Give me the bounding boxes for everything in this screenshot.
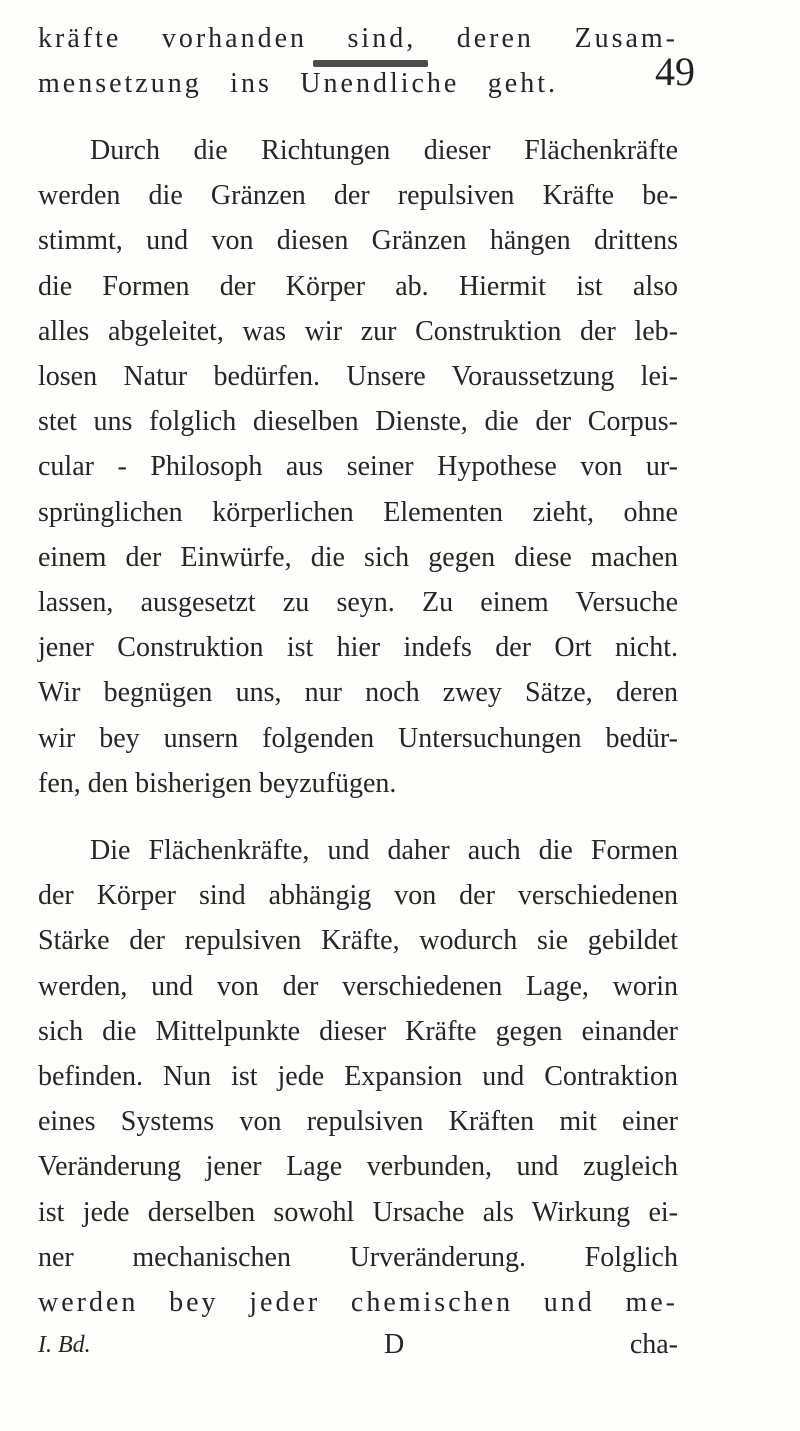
volume-signature: I. Bd. bbox=[38, 1332, 91, 1358]
text-line: kräfte vorhanden sind, deren Zusam- bbox=[38, 22, 678, 54]
text-line: eines Systems von repulsiven Kräften mit einer bbox=[38, 1106, 678, 1138]
text-line: Stärke der repulsiven Kräfte, wodurch sie gebildet bbox=[38, 925, 678, 957]
text-line: der Körper sind abhängig von der verschiedenen bbox=[38, 880, 678, 912]
text-line: ner mechanischen Urveränderung. Folglich bbox=[38, 1241, 678, 1273]
text-line: Die Flächenkräfte, und daher auch die Formen bbox=[90, 835, 678, 866]
text-line: Durch die Richtungen dieser Flächenkräfte bbox=[90, 135, 678, 166]
text-line: befinden. Nun ist jede Expansion und Contraktion bbox=[38, 1061, 678, 1092]
page-footer bbox=[38, 1328, 678, 1362]
text-line: sprünglichen körperlichen Elementen zieht, ohne bbox=[38, 496, 678, 528]
text-line: Veränderung jener Lage verbunden, und zugleich bbox=[38, 1151, 678, 1183]
text-line: stimmt, und von diesen Gränzen hängen drittens bbox=[38, 225, 678, 257]
text-line: werden bey jeder chemischen und me- bbox=[38, 1287, 678, 1318]
text-line: lassen, ausgesetzt zu seyn. Zu einem Versuche bbox=[38, 587, 678, 618]
gathering-signature: D bbox=[384, 1329, 405, 1360]
text-line: einem der Einwürfe, die sich gegen diese machen bbox=[38, 541, 678, 573]
text-line: werden die Gränzen der repulsiven Kräfte be- bbox=[38, 180, 678, 212]
text-line: Wir begnügen uns, nur noch zwey Sätze, deren bbox=[38, 677, 678, 709]
text-line: sich die Mittelpunkte dieser Kräfte gegen einander bbox=[38, 1015, 678, 1047]
text-line: ist jede derselben sowohl Ursache als Wirkung ei- bbox=[38, 1196, 678, 1228]
text-line: stet uns folglich dieselben Dienste, die der Corpus- bbox=[38, 406, 678, 438]
text-line: cular - Philosoph aus seiner Hypothese von ur- bbox=[38, 451, 678, 483]
text-line: mensetzung ins Unendliche geht. bbox=[38, 67, 558, 99]
catchword: cha- bbox=[629, 1329, 678, 1360]
page-number: 49 bbox=[655, 49, 695, 94]
text-line: wir bey unsern folgenden Untersuchungen bedür- bbox=[38, 722, 678, 754]
text-line: werden, und von der verschiedenen Lage, worin bbox=[38, 970, 678, 1002]
text-line: fen, den bisherigen beyzufügen. bbox=[38, 767, 397, 799]
text-line: losen Natur bedürfen. Unsere Voraussetzung lei- bbox=[38, 361, 678, 392]
text-line: die Formen der Körper ab. Hiermit ist also bbox=[38, 270, 678, 302]
text-line: jener Construktion ist hier indefs der Ort nicht. bbox=[38, 632, 678, 664]
text-line: alles abgeleitet, was wir zur Construktion der leb- bbox=[38, 315, 678, 347]
